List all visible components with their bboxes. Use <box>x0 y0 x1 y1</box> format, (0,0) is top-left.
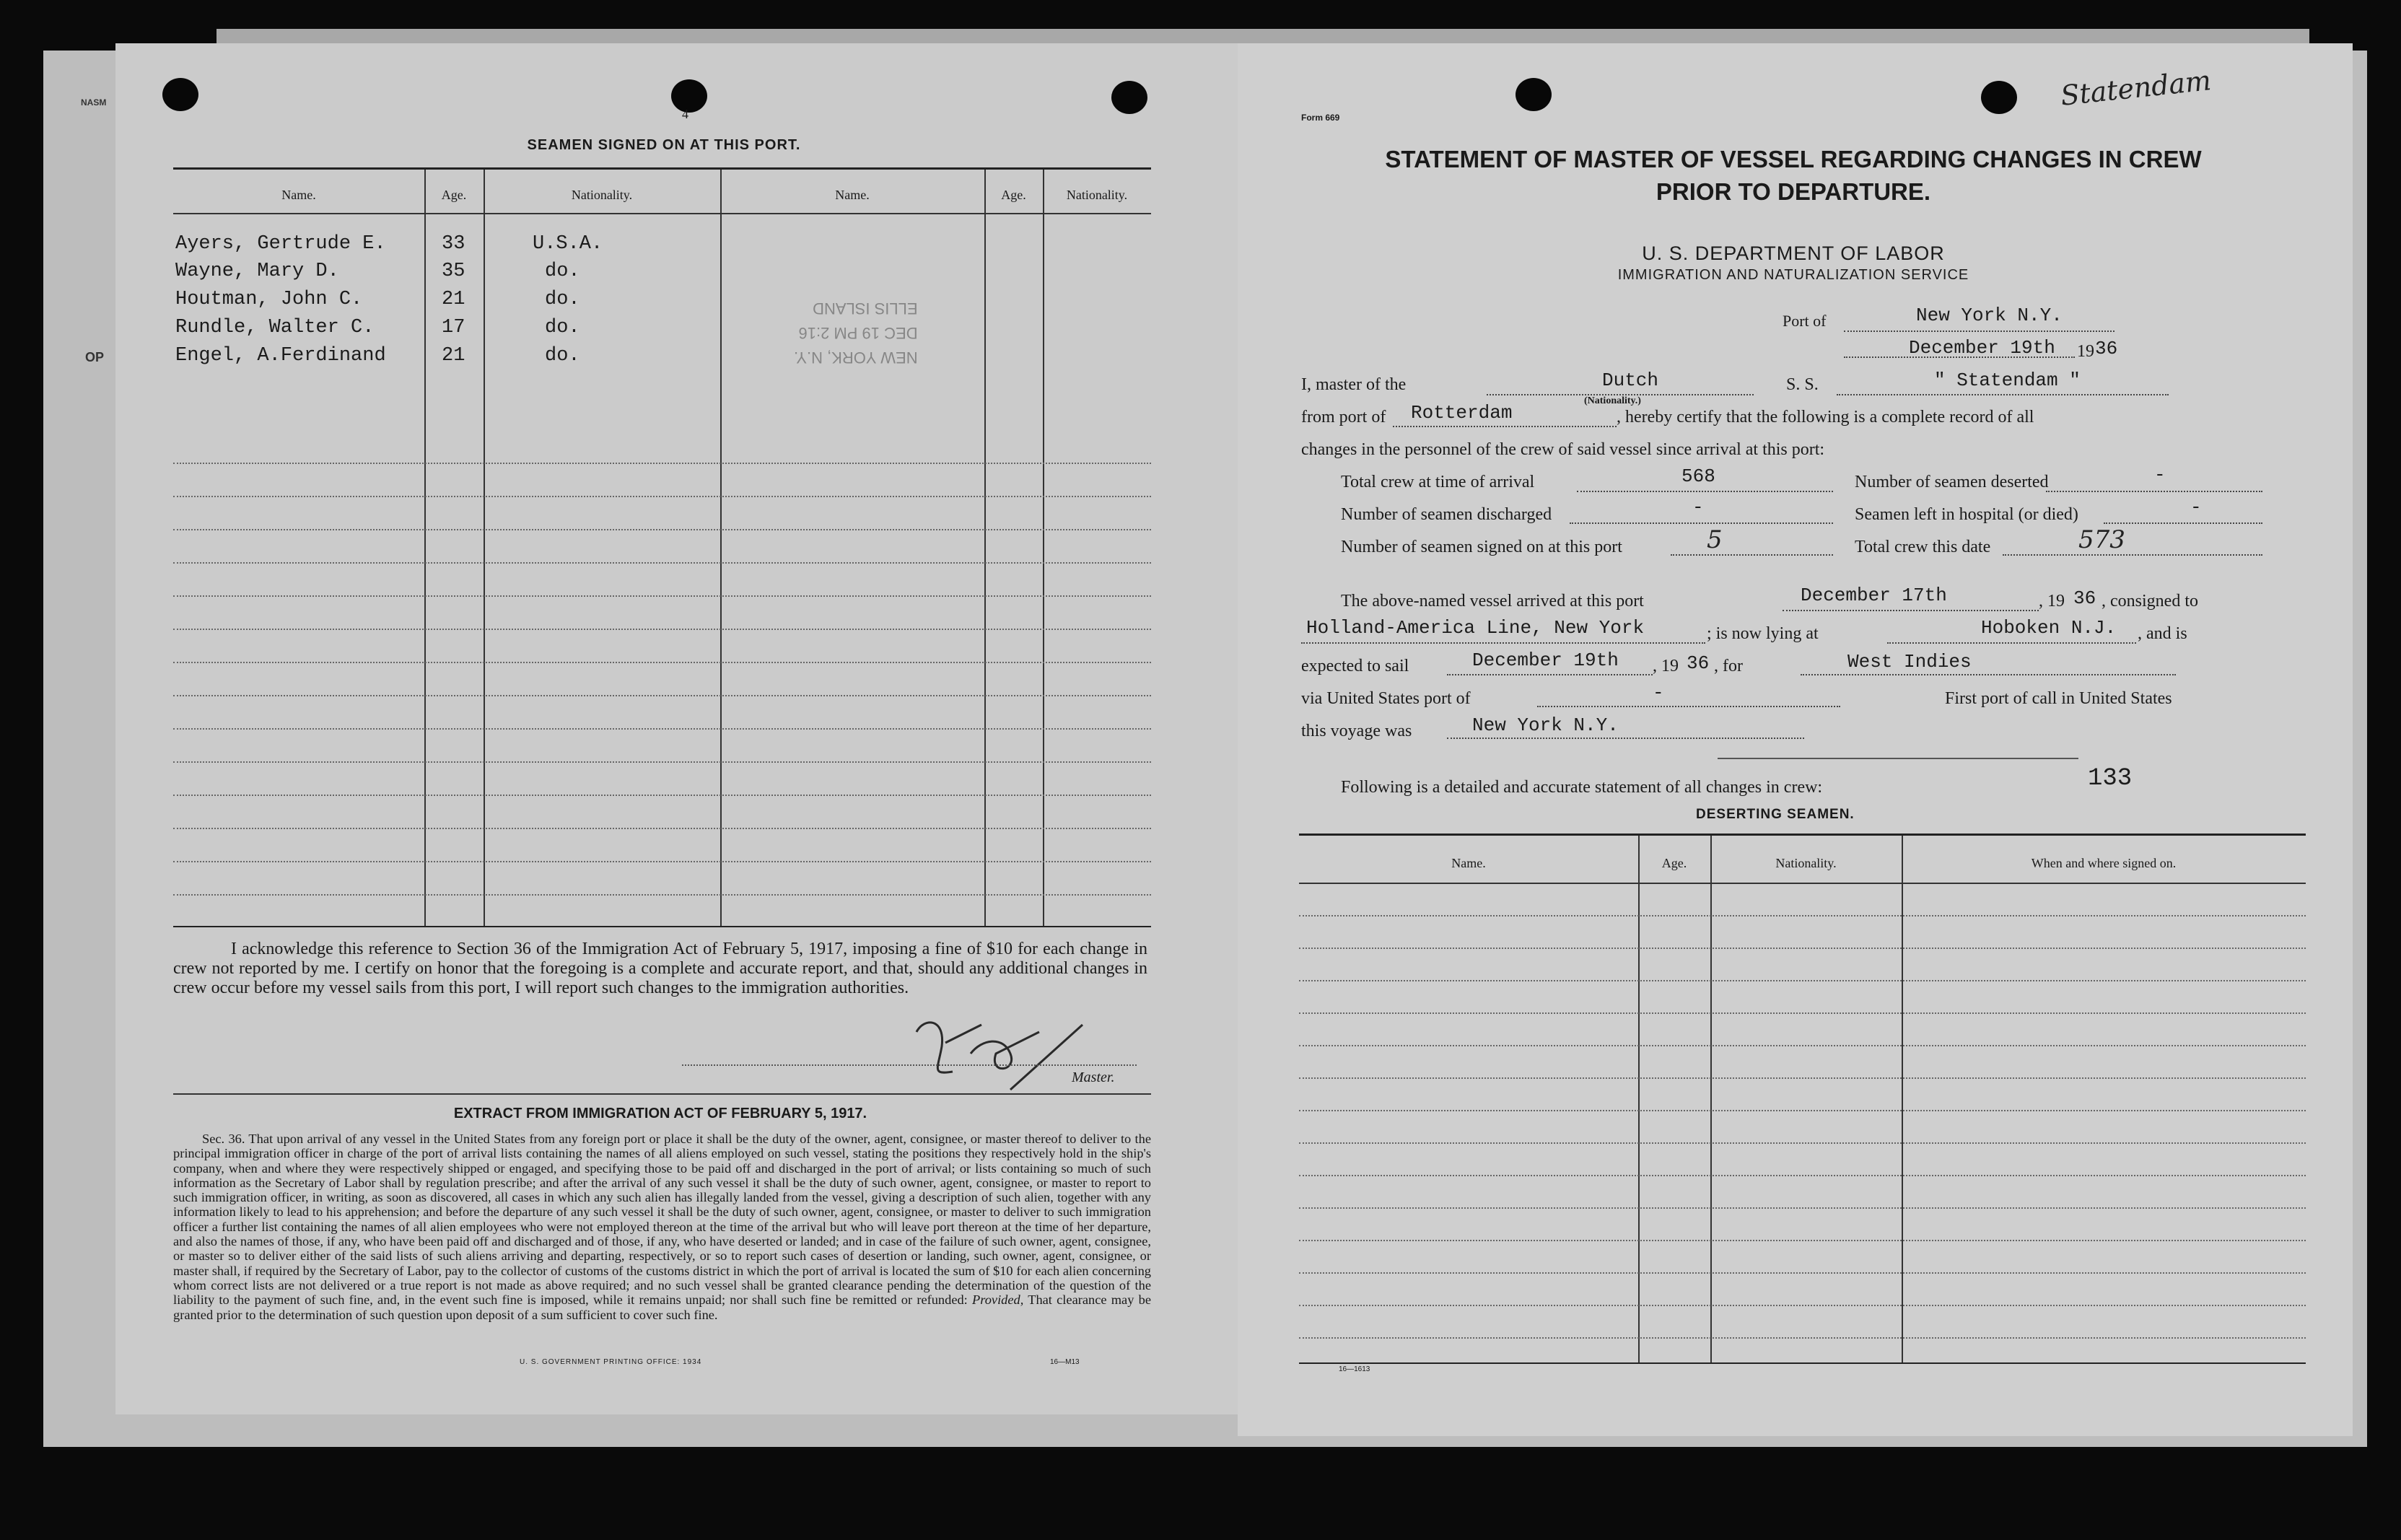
signed-on-value: 5 <box>1707 525 1723 554</box>
following-text: Following is a detailed and accurate statement of all changes in crew: <box>1341 778 1823 797</box>
changes-text: changes in the personnel of the crew of said vessel since arrival at this port: <box>1301 440 1825 459</box>
date-value: December 19th <box>1909 337 2055 359</box>
row-rule <box>1299 980 2306 981</box>
fill-line <box>1844 356 2075 358</box>
col-header-name: Name. <box>1451 856 1486 870</box>
edge-mark-top: NASM <box>81 97 107 108</box>
from-port-value: Rotterdam <box>1411 402 1513 424</box>
fill-line <box>2104 522 2262 524</box>
row-rule <box>173 894 1151 896</box>
col-header-age: Age. <box>441 188 467 202</box>
row-rule <box>1299 1045 2306 1046</box>
seaman-name: Rundle, Walter C. <box>175 317 375 338</box>
deserting-seamen-title: DESERTING SEAMEN. <box>1696 807 1855 822</box>
voyage-label: this voyage was <box>1301 722 1412 740</box>
seaman-age: 17 <box>442 317 465 338</box>
arrived-year-suffix: 36 <box>2073 587 2096 609</box>
sail-year: , 19 <box>1653 657 1679 675</box>
deserting-seamen-table <box>1299 834 2306 1364</box>
row-rule <box>1299 1207 2306 1209</box>
form-number: Form 669 <box>1301 113 1340 123</box>
row-rule <box>1299 1012 2306 1014</box>
port-label: Port of <box>1783 312 1827 330</box>
fill-line <box>1783 610 2039 611</box>
statement-title-line: PRIOR TO DEPARTURE. <box>1656 178 1931 205</box>
row-rule <box>173 761 1151 764</box>
col-header-age: Age. <box>1661 856 1687 870</box>
hospital-value: - <box>2190 496 2202 518</box>
row-rule <box>1299 1175 2306 1176</box>
row-rule <box>1299 915 2306 916</box>
via-label: via United States port of <box>1301 689 1471 708</box>
row-rule <box>173 595 1151 598</box>
fill-line <box>1718 758 2078 759</box>
fill-line <box>1671 554 1833 556</box>
fill-line <box>1577 491 1833 492</box>
punch-hole <box>1516 78 1552 111</box>
expected-label: expected to sail <box>1301 657 1409 675</box>
seaman-nationality: do. <box>545 317 580 338</box>
statement-title-line: STATEMENT OF MASTER OF VESSEL REGARDING CHANGES IN CREW <box>1385 146 2202 172</box>
seamen-signed-on-title: SEAMEN SIGNED ON AT THIS PORT. <box>527 137 801 153</box>
master-label: Master. <box>1072 1069 1115 1085</box>
row-rule <box>1299 948 2306 949</box>
year-prefix: 19 <box>2077 342 2094 361</box>
seaman-age: 21 <box>442 345 465 367</box>
extract-provided: Provided, <box>972 1292 1024 1308</box>
arrived-date: December 17th <box>1801 585 1947 606</box>
column-divider <box>984 170 986 926</box>
total-crew-arrival-label: Total crew at time of arrival <box>1341 473 1535 491</box>
column-divider <box>424 170 426 926</box>
department-name: U. S. DEPARTMENT OF LABOR <box>1642 242 1945 264</box>
fill-line <box>1447 738 1804 739</box>
handwritten-ship-name: Statendam <box>2059 64 2213 112</box>
punch-hole <box>1981 81 2017 114</box>
port-value: New York N.Y. <box>1916 305 2063 326</box>
left-page <box>115 43 1238 1414</box>
seaman-name: Houtman, John C. <box>175 289 363 310</box>
nationality-value: Dutch <box>1602 369 1659 391</box>
fill-line <box>2046 491 2262 492</box>
first-port-label: First port of call in United States <box>1945 689 2172 708</box>
service-name: IMMIGRATION AND NATURALIZATION SERVICE <box>1617 267 1969 283</box>
form-code-right: 16—1613 <box>1339 1365 1370 1373</box>
row-rule <box>1299 1305 2306 1306</box>
column-divider <box>720 170 722 926</box>
hospital-label: Seamen left in hospital (or died) <box>1855 505 2078 524</box>
acknowledgment-paragraph <box>173 940 1147 998</box>
row-rule <box>173 562 1151 564</box>
form-code-left: 16—M13 <box>1050 1358 1080 1366</box>
arrived-year: , 19 <box>2039 592 2065 611</box>
stamp-line: DEC 19 PM 2:16 <box>798 324 918 342</box>
header-rule <box>173 213 1151 214</box>
column-divider <box>1043 170 1044 926</box>
extract-paragraph <box>173 1132 1151 1322</box>
row-rule <box>1299 1110 2306 1111</box>
discharged-label: Number of seamen discharged <box>1341 505 1552 524</box>
destination: West Indies <box>1847 651 1972 673</box>
seaman-name: Ayers, Gertrude E. <box>175 233 386 255</box>
col-header-nationality-2: Nationality. <box>1066 188 1128 202</box>
column-divider <box>484 170 485 926</box>
row-rule <box>1299 1142 2306 1144</box>
from-port-label: from port of <box>1301 408 1386 426</box>
seaman-name: Engel, A.Ferdinand <box>175 345 386 367</box>
extract-tail: That clearance may be granted prior to the determination of such question upon deposit of a sum sufficient to cover such fine. <box>173 1292 1151 1322</box>
seaman-name: Wayne, Mary D. <box>175 261 339 282</box>
row-rule <box>173 463 1151 465</box>
ss-label: S. S. <box>1786 375 1819 394</box>
right-page <box>1238 43 2353 1436</box>
total-crew-date-value: 573 <box>2078 525 2125 554</box>
seaman-age: 21 <box>442 289 465 310</box>
seaman-nationality: do. <box>545 345 580 367</box>
for-label: , for <box>1714 657 1743 675</box>
consigned-label: , consigned to <box>2102 592 2198 611</box>
deserted-label: Number of seamen deserted <box>1855 473 2049 491</box>
seaman-nationality: do. <box>545 289 580 310</box>
total-crew-arrival-value: 568 <box>1681 465 1715 487</box>
section-divider <box>173 1093 1151 1095</box>
signed-on-label: Number of seamen signed on at this port <box>1341 538 1622 556</box>
nationality-note: (Nationality.) <box>1584 395 1641 406</box>
extract-text: That upon arrival of any vessel in the United States from any foreign port or place it shall be the duty of the owner, agent, consignee, or master thereof to deliver to the principal immigration officer in charge of the port of arrival lists containing the names of all aliens employed on such vessel, stating the positions they respectively hold in the ship's company, when and where they were respectively shipped or engaged, and specifying those to be paid off and discharged in the port of arrival; or lists containing so much of such information as the Secretary of Labor shall by regulation prescribe; and after the arrival of any such vessel it shall be the duty of such owner, agent, consignee, or master to report to such immigration officer, in writing, as soon as discovered, all cases in which any such alien has illegally landed from the vessel, giving a description of such alien, together with any information likely to lead to his apprehension; and before the departure of any such vessel it shall be the duty of such owner, agent, consignee, or master to deliver to such immigration officer a further list containing the names of all alien employees who were not employed thereon at the time of the arrival but who will leave port thereon at the time of her departure, and also the names of those, if any, who have been paid off and discharged and of those, if any, who have deserted or landed; and in case of the failure of such owner, agent, consignee, or master so to deliver either of the said lists of such aliens arriving and departing, respectively, or so to report such cases of desertion or landing, such owner, agent, consignee, or master shall, if required by the Secretary of Labor, pay to the collector of customs of the customs district in which the port of arrival is located the sum of $10 for each alien concerning whom correct lists are not delivered or a true report is not made as above required; and no such vessel shall be granted clearance pending the determination of the question of the liability to the payment of such fine, and, in the event such fine is imposed, while it remains unpaid; nor shall such fine be remitted or refunded: <box>173 1132 1152 1308</box>
punch-hole <box>671 79 707 113</box>
fill-line <box>2003 554 2262 556</box>
row-rule <box>173 795 1151 797</box>
fill-line <box>1887 642 2136 644</box>
fill-line <box>1301 642 1705 644</box>
row-rule <box>173 695 1151 697</box>
fill-line <box>1837 394 2169 395</box>
printing-office: U. S. GOVERNMENT PRINTING OFFICE: 1934 <box>520 1358 702 1366</box>
ship-name: " Statendam " <box>1934 369 2081 391</box>
row-rule <box>173 728 1151 730</box>
sail-date: December 19th <box>1472 649 1619 671</box>
row-rule <box>173 662 1151 664</box>
fill-line <box>1844 331 2114 332</box>
fill-line <box>1537 706 1840 707</box>
master-of-label: I, master of the <box>1301 375 1407 394</box>
punch-hole <box>1111 81 1147 114</box>
col-header-nationality: Nationality. <box>571 188 633 202</box>
fill-line <box>1393 426 1617 427</box>
header-rule <box>1299 883 2306 884</box>
col-header-when-where: When and where signed on. <box>2031 856 2177 870</box>
handwritten-number: 133 <box>2088 765 2133 792</box>
lying-value: Hoboken N.J. <box>1981 617 2117 639</box>
seaman-nationality: do. <box>545 261 580 282</box>
punch-hole <box>162 78 198 111</box>
col-header-nationality: Nationality. <box>1775 856 1837 870</box>
certify-text: , hereby certify that the following is a complete record of all <box>1617 408 2034 426</box>
col-header-age-2: Age. <box>1001 188 1026 202</box>
col-header-name-2: Name. <box>835 188 870 202</box>
edge-mark-side: OP <box>85 350 105 364</box>
row-rule <box>173 529 1151 531</box>
stamp-line: NEW YORK, N.Y. <box>794 349 918 367</box>
ellis-island-stamp <box>794 296 918 369</box>
stamp-line: ELLIS ISLAND <box>813 299 918 318</box>
year-suffix: 36 <box>2095 338 2118 359</box>
extract-title: EXTRACT FROM IMMIGRATION ACT OF FEBRUARY 5, 1917. <box>453 1106 867 1121</box>
consignee: Holland-America Line, New York <box>1306 617 1645 639</box>
signature-line <box>682 1064 1137 1066</box>
row-rule <box>173 828 1151 830</box>
fill-line <box>1447 674 1653 675</box>
and-is-text: , and is <box>2138 624 2187 643</box>
row-rule <box>173 496 1151 498</box>
acknowledgment-text: I acknowledge this reference to Section 36 of the Immigration Act of February 5, 1917, imposing a fine of $10 for each change in crew not reported by me. I certify on honor that the foregoing is a complete and accurate report, and that, should any additional changes in crew occur before my vessel sails from this port, I will report such changes to the immigration authorities. <box>173 940 1147 997</box>
fill-line <box>1801 674 2176 675</box>
lying-label: ; is now lying at <box>1707 624 1819 643</box>
extract-lead: Sec. 36. <box>202 1132 245 1146</box>
row-rule <box>1299 1272 2306 1274</box>
statement-title <box>1295 143 2291 208</box>
row-rule <box>1299 1337 2306 1339</box>
row-rule <box>173 861 1151 863</box>
seaman-age: 35 <box>442 261 465 282</box>
fill-line <box>1570 522 1833 524</box>
discharged-value: - <box>1692 496 1704 518</box>
row-rule <box>1299 1077 2306 1079</box>
seaman-age: 33 <box>442 233 465 255</box>
row-rule <box>173 629 1151 631</box>
sail-year-suffix: 36 <box>1687 652 1710 674</box>
row-rule <box>1299 1240 2306 1241</box>
voyage-value: New York N.Y. <box>1472 714 1619 736</box>
deserted-value: - <box>2154 464 2166 486</box>
col-header-name: Name. <box>281 188 316 202</box>
arrived-label: The above-named vessel arrived at this port <box>1341 592 1644 611</box>
via-value: - <box>1653 682 1664 704</box>
page-number: 4 <box>682 107 688 121</box>
master-signature <box>902 1003 1090 1111</box>
total-crew-date-label: Total crew this date <box>1855 538 1991 556</box>
seaman-nationality: U.S.A. <box>533 233 603 255</box>
